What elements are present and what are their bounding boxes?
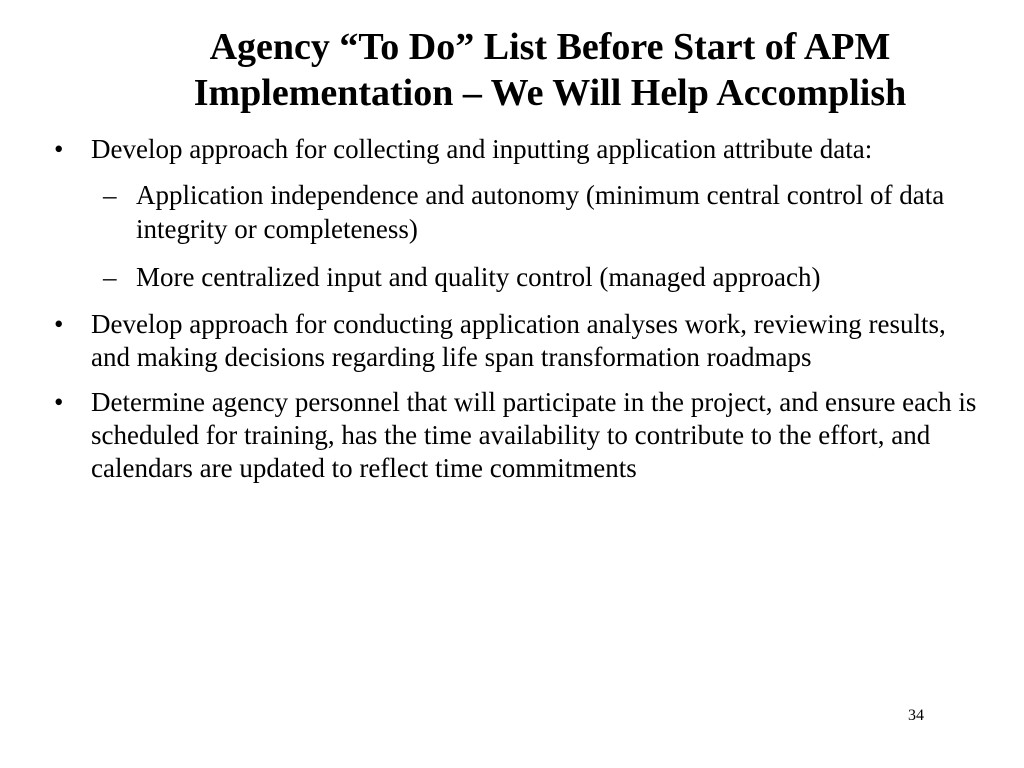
bullet-marker: •: [54, 134, 64, 164]
slide-title-line-1: Agency “To Do” List Before Start of APM: [209, 26, 891, 68]
sub-bullet-item-autonomy: [48, 178, 988, 246]
sub-bullet-text: More centralized input and quality control (managed approach): [136, 262, 821, 292]
bullet-item-collecting-data: [48, 133, 988, 166]
slide-title: [60, 24, 1024, 116]
bullet-item-analyses-work: [48, 308, 988, 374]
bullet-marker: •: [54, 309, 64, 339]
sub-bullet-item-centralized: [48, 260, 988, 294]
bullet-text: Develop approach for collecting and inputting application attribute data:: [91, 134, 873, 164]
sub-bullet-list: [48, 178, 988, 294]
bullet-text: Determine agency personnel that will participate in the project, and ensure each is scheduled for training, has the time availability to contribute to the effort, and calendars are updated to reflect time commitments: [91, 387, 977, 483]
bullet-list: [48, 133, 988, 497]
slide-title-line-2: Implementation – We Will Help Accomplish: [193, 72, 907, 114]
sub-bullet-text: Application independence and autonomy (minimum central control of data integrity or completeness): [136, 180, 945, 244]
sub-bullet-marker: –: [103, 262, 117, 292]
page-number: 34: [908, 707, 924, 724]
bullet-item-personnel: [48, 386, 988, 485]
bullet-marker: •: [54, 387, 64, 417]
bullet-text: Develop approach for conducting application analyses work, reviewing results, and making decisions regarding life span transformation roadmaps: [91, 309, 946, 372]
sub-bullet-marker: –: [103, 180, 117, 210]
